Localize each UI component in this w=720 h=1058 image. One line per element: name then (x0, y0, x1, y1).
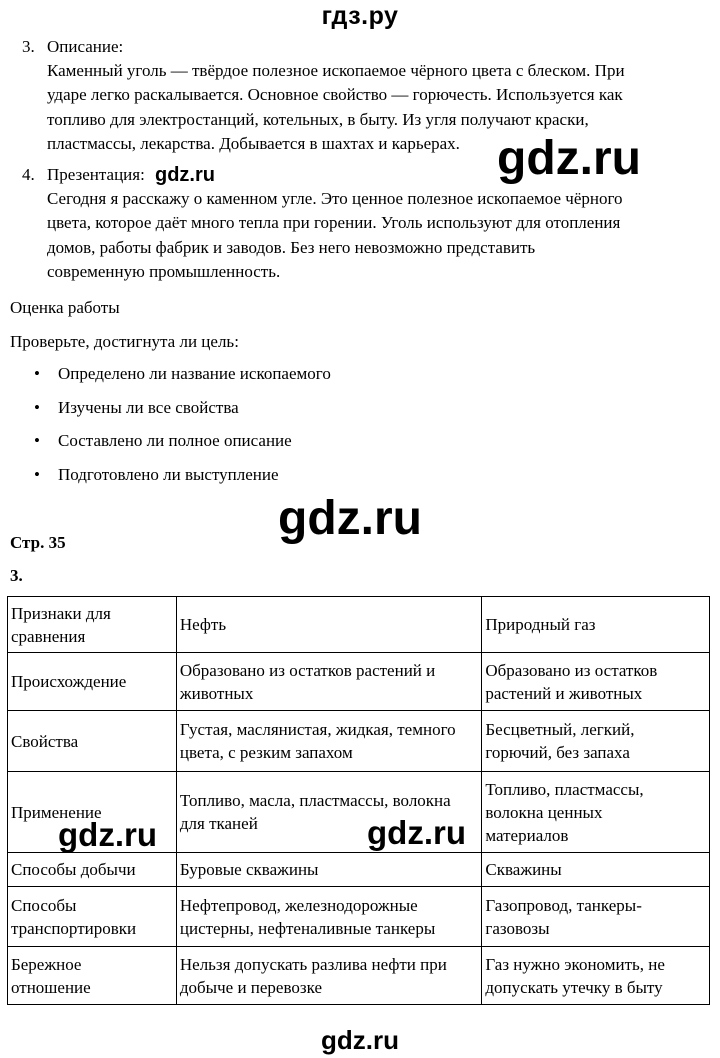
evaluation-heading: Оценка работы (10, 298, 120, 317)
watermark-large-middle: gdz.ru (278, 492, 422, 545)
evaluation-question: Проверьте, достигнута ли цель: (10, 332, 239, 351)
item3-line-3: топливо для электростанций, котельных, в быту. Из угля получают краски, (47, 110, 589, 129)
item4-line-4: современную промышленность. (47, 262, 281, 281)
table-cell: Бережное отношение (8, 947, 177, 1005)
table-cell: Нефтепровод, железнодорожные цистерны, нефтеналивные танкеры (176, 887, 482, 947)
table-cell: Происхождение (8, 653, 177, 711)
table-cell: Топливо, пластмассы, волокна ценных материалов (482, 772, 710, 853)
watermark-table-right: gdz.ru (367, 814, 466, 851)
table-row (8, 887, 710, 947)
table-row (8, 853, 710, 887)
table-cell: Способы транспортировки (8, 887, 177, 947)
item4-line-3: домов, работы фабрик и заводов. Без него невозможно представить (47, 238, 536, 257)
table-cell: Применение (8, 772, 177, 853)
item3-number: 3. (22, 37, 35, 56)
watermark-small: gdz.ru (155, 164, 215, 186)
table-cell: Топливо, масла, пластмассы, волокна для тканей (176, 772, 482, 853)
bullet-icon: • (34, 465, 40, 484)
table-row (8, 711, 710, 772)
table-cell: Образовано из остатков растений и животных (176, 653, 482, 711)
table-cell: Нельзя допускать разлива нефти при добыче и перевозке (176, 947, 482, 1005)
watermark-large-top: gdz.ru (497, 132, 641, 185)
item4-line-2: цвета, которое даёт много тепла при горении. Уголь используют для отопления (47, 213, 621, 232)
table-row (8, 653, 710, 711)
table-cell: Свойства (8, 711, 177, 772)
table-header-cell: Природный газ (482, 597, 710, 653)
checklist-item-text: Изучены ли все свойства (58, 398, 239, 417)
table-cell: Бесцветный, легкий, горючий, без запаха (482, 711, 710, 772)
bullet-icon: • (34, 364, 40, 383)
table-header-cell: Признаки для сравнения (8, 597, 177, 653)
table-cell: Образовано из остатков растений и животных (482, 653, 710, 711)
item3-line-2: ударе легко раскалывается. Основное свойство — горючесть. Используется как (47, 85, 623, 104)
bullet-icon: • (34, 398, 40, 417)
item4-line-1: Сегодня я расскажу о каменном угле. Это ценное полезное ископаемое чёрного (47, 189, 623, 208)
page-reference: Стр. 35 (10, 533, 66, 552)
checklist-item-text: Составлено ли полное описание (58, 431, 292, 450)
table-cell: Газопровод, танкеры- газовозы (482, 887, 710, 947)
table-cell: Густая, маслянистая, жидкая, темного цвета, с резким запахом (176, 711, 482, 772)
item4-title: Презентация: (47, 165, 145, 184)
item4-number: 4. (22, 165, 35, 184)
comparison-table (7, 596, 710, 1005)
table-row (8, 947, 710, 1005)
task-number: 3. (10, 566, 23, 585)
bullet-icon: • (34, 431, 40, 450)
table-cell: Газ нужно экономить, не допускать утечку в быту (482, 947, 710, 1005)
item3-title: Описание: (47, 37, 124, 56)
checklist-item-text: Подготовлено ли выступление (58, 465, 279, 484)
table-header-row (8, 597, 710, 653)
watermark-table-left: gdz.ru (58, 816, 157, 853)
header-watermark: гдз.ру (321, 2, 399, 30)
footer-watermark: gdz.ru (321, 1025, 399, 1055)
table-header-cell: Нефть (176, 597, 482, 653)
item3-line-1: Каменный уголь — твёрдое полезное ископаемое чёрного цвета с блеском. При (47, 61, 625, 80)
table-cell: Буровые скважины (176, 853, 482, 887)
table-cell: Скважины (482, 853, 710, 887)
table-cell: Способы добычи (8, 853, 177, 887)
item3-line-4: пластмассы, лекарства. Добывается в шахтах и карьерах. (47, 134, 460, 153)
checklist-item-text: Определено ли название ископаемого (58, 364, 331, 383)
